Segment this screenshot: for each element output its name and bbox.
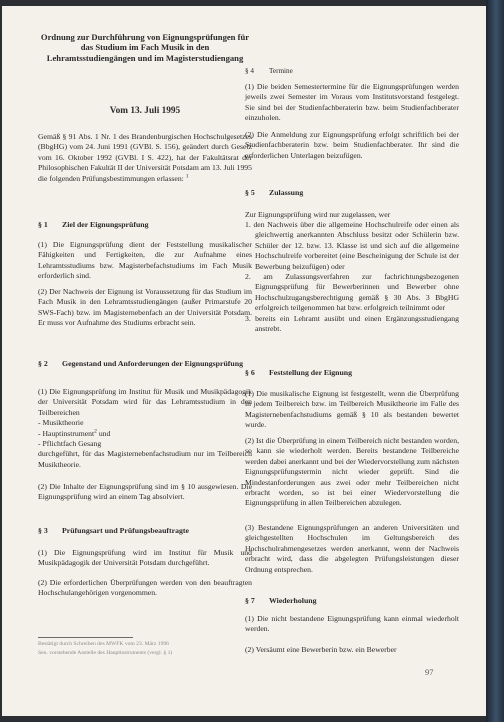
section-3-paragraph-1: (1) Die Eignungsprüfung wird im Institut für Musik und Musikpädagogik der Universität Potsdam durchgeführt. [38, 548, 252, 568]
list-item: - Hauptinstrument$^2$ und [38, 428, 111, 438]
section-3-heading: § 3 Prüfungsart und Prüfungsbeauftragte [38, 526, 189, 535]
document-date: Vom 13. Juli 1995 [109, 106, 181, 116]
section-1-paragraph-2: (2) Der Nachweis der Eignung ist Voraussetzung für das Studium im Fach Musik in den Lehramtsstudiengängen (außer Primarstufe 20 SWS-Fach) bzw. im Magisternebenfach an der Universität Potsdam. Er muss vor Aufnahme des Studiums erbracht sein. [38, 287, 252, 328]
section-2-heading: § 2 Gegenstand und Anforderungen der Eignungsprüfung [38, 359, 243, 368]
section-6-heading: § 6 Feststellung der Eignung [245, 368, 353, 377]
section-7-paragraph-2: (2) Versäumt eine Bewerberin bzw. ein Bewerber [245, 645, 397, 654]
section-7-paragraph-1: (1) Die nicht bestandene Eignungsprüfung kann einmal wiederholt werden. [245, 614, 459, 634]
section-4-paragraph-2: (2) Die Anmeldung zur Eignungsprüfung erfolgt schriftlich bei der Studienfachberaterin bzw. beim Studienfachberater. Ihr sind die erforderlichen Unterlagen beizufügen. [245, 130, 459, 160]
list-item: 1. den Nachweis über die allgemeine Hochschulreife oder einen als gleichwertig anerkannten Abschluss besitzt oder Schülerin bzw. Schüler der 12. bzw. 13. Klasse ist und sich auf die allgemeine Hochschulreife vorbereitet (eine Bescheinigung der Schule ist der Bewerbung beizufügen) oder [245, 220, 459, 271]
section-6-paragraph-2: (2) Ist die Überprüfung in einem Teilbereich nicht bestanden worden, so kann sie wiederholt werden. Bereits bestandene Teilbereiche werden dabei anerkannt und bei der Wiedervorstellung zum nächsten Eignungsprüfungstermin nicht wieder geprüft. Sind die Mindestanforderungen aus zwei oder mehr Teilbereichen nicht erbracht worden, so ist bei einer Wiedervorstellung die Eignungsprüfung in allen Teilbereichen abzulegen. [245, 436, 459, 508]
section-3-paragraph-2: (2) Die erforderlichen Überprüfungen werden von den beauftragten Hochschulangehörigen vorgenommen. [38, 578, 252, 598]
intro-paragraph: Gemäß § 91 Abs. 1 Nr. 1 des Brandenburgischen Hochschulgesetzes (BbgHG) vom 24. Juni 1991 (GVBl. S. 156), geändert durch Gesetz vom 16. Oktober 1992 (GVBl. I S. 422), hat der Fakultätsrat der Philosophischen Fakultät II der Universität Potsdam am 13. Juli 1995 die folgenden Prüfungsbestimmungen erlassen: $^1$ [38, 132, 252, 183]
section-7-heading: § 7 Wiederholung [245, 596, 317, 605]
page-number: 97 [425, 668, 434, 677]
footnote-2: Sen. vorstehende Anstelle des Hauptinstruments (vergl. § 1) [38, 650, 173, 656]
binder-edge [486, 0, 504, 722]
section-2-list [38, 418, 252, 449]
section-5-intro: Zur Eignungsprüfung wird nur zugelassen, wer [245, 210, 391, 219]
list-item: 3. bereits ein Lehramt ausübt und einen Ergänzungsstudiengang anstrebt. [245, 313, 459, 334]
list-item: 2. am Zulassungsverfahren zur fachrichtungsbezogenen Eignungsprüfung für Bewerberinnen und Bewerber ohne Hochschulzugangsberechtigung gemäß § 30 Abs. 3 BbgHG erfolgreich teilgenommen hat bzw. erfolgreich teilnimmt oder [245, 272, 459, 313]
section-6-paragraph-3: (3) Bestandene Eignungsprüfungen an anderen Universitäten und gleichgestellten Hochschulen im Geltungsbereich des Hochschulrahmengesetzes werden anerkannt, wenn der Nachweis erbracht wird, dass die abgelegten Prüfungsleistungen dieser Ordnung entsprechen. [245, 523, 459, 574]
footnote-1: Bestätigt durch Schreiben des MWFK vom 23. März 1996 [38, 641, 169, 647]
document-page [2, 6, 486, 716]
section-1-paragraph-1: (1) Die Eignungsprüfung dient der Feststellung musikalischer Fähigkeiten und Fertigkeiten, die zur Aufnahme eines Lehramtsstudiums bzw. Magisterbefachstudiums im Fach Musik erforderlich sind. [38, 240, 252, 281]
section-2-paragraph-2: (2) Die Inhalte der Eignungsprüfung sind im § 10 ausgewiesen. Die Eignungsprüfung wird an einem Tag absolviert. [38, 482, 252, 502]
section-4-paragraph-1: (1) Die beiden Semestertermine für die Eignungsprüfungen werden jeweils zwei Semester im Voraus vom Institutsvorstand festgelegt. Sie sind bei der Studienfachberaterin bzw. beim Studienfachberater einzuholen. [245, 82, 459, 123]
section-5-list [245, 220, 459, 334]
footnote-divider [38, 637, 133, 638]
section-4-heading: § 4 Termine [245, 67, 293, 75]
section-1-heading: § 1 Ziel der Eignungsprüfung [38, 220, 149, 229]
section-6-paragraph-1: (1) Die musikalische Eignung ist festgestellt, wenn die Überprüfung in jedem Teilbereich bzw. im Teilbereich Musiktheorie im Falle des Magisternebenfachstudiums gemäß § 10 als bestanden bewertet wurde. [245, 389, 459, 430]
section-5-heading: § 5 Zulassung [245, 188, 304, 197]
list-item: - Musiktheorie [38, 418, 84, 428]
footnote-marker: 1 [185, 173, 189, 180]
section-2-paragraph-1: (1) Die Eignungsprüfung im Institut für Musik und Musikpädagogik der Universität Potsdam wird für das Lehramtsstudium in den Teilbereichen - Musiktheorie - Hauptinstrument$^2$ und - Pflichtfach Gesang durchgeführt, für das Magisternebenfachstudium nur im Teilbereich Musiktheorie. [38, 387, 252, 469]
document-title: Ordnung zur Durchführung von Eignungsprüfungen für das Studium im Fach Musik in den Lehramtsstudiengängen und im Magisterstudiengang [40, 32, 250, 63]
list-item: - Pflichtfach Gesang [38, 439, 102, 449]
